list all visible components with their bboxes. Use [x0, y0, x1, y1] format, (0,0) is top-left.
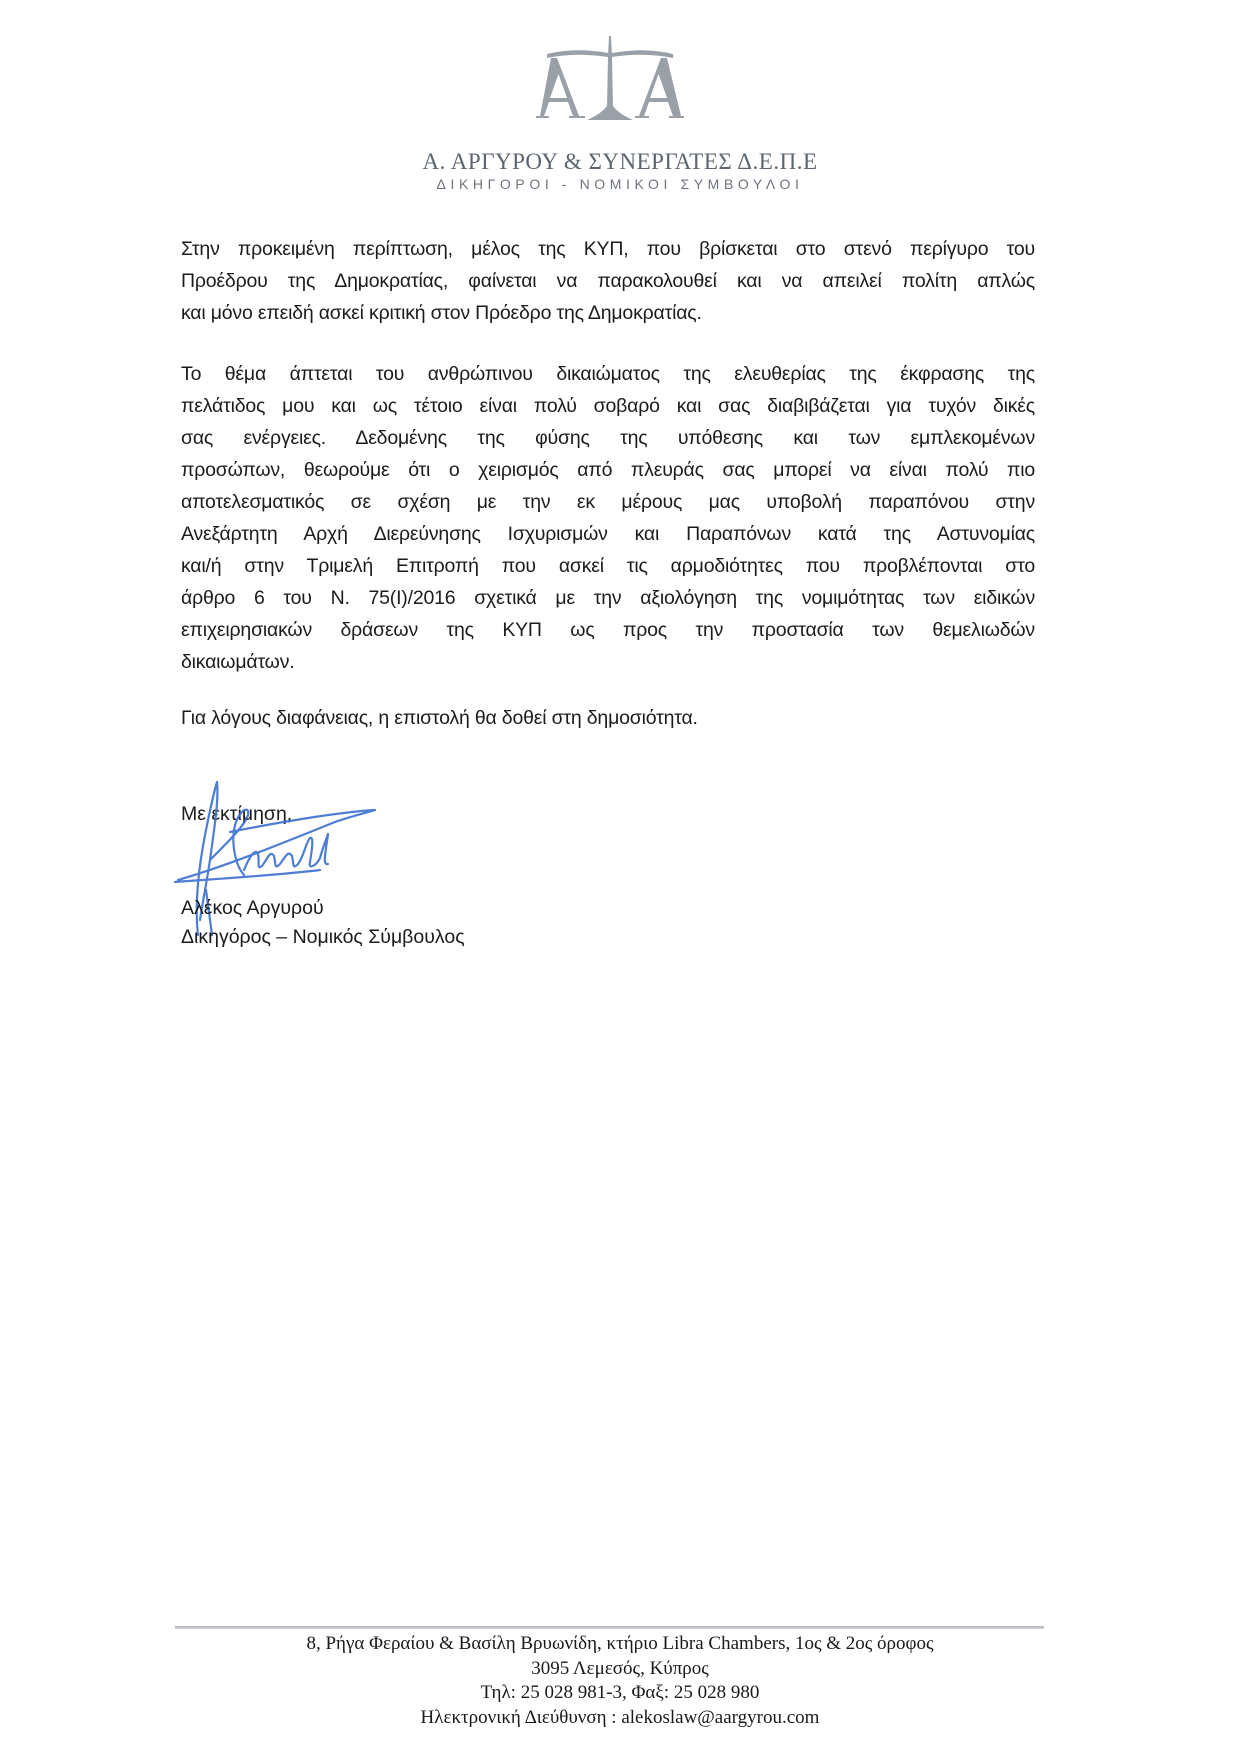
firm-subtitle: ΔΙΚΗΓΟΡΟΙ - ΝΟΜΙΚΟΙ ΣΥΜΒΟΥΛΟΙ — [436, 176, 804, 192]
paragraph-2 — [181, 358, 1035, 678]
paragraph-line: δικαιωμάτων. — [181, 651, 295, 673]
signer-title: Δικηγόρος – Νομικός Σύμβουλος — [181, 926, 465, 948]
paragraph-line: πελάτιδος μου και ως τέτοιο είναι πολύ σοβαρό και σας διαβιβάζεται για τυχόν δικές — [181, 395, 1035, 417]
scales-of-justice-logo-icon — [535, 36, 685, 122]
paragraph-line: Ανεξάρτητη Αρχή Διερεύνησης Ισχυρισμών και Παραπόνων κατά της Αστυνομίας — [181, 523, 1035, 545]
paragraph-line: αποτελεσματικός σε σχέση με την εκ μέρους μας υποβολή παραπόνου στην — [181, 491, 1035, 513]
paragraph-3 — [181, 702, 1035, 734]
closing-greeting: Με εκτίμηση, — [181, 803, 293, 825]
paragraph-line: επιχειρησιακών δράσεων της ΚΥΠ ως προς την προστασία των θεμελιωδών — [181, 619, 1035, 641]
paragraph-line: Για λόγους διαφάνειας, η επιστολή θα δοθεί στη δημοσιότητα. — [181, 707, 698, 729]
footer — [0, 1632, 1240, 1730]
paragraph-line: σας ενέργειες. Δεδομένης της φύσης της υπόθεσης και των εμπλεκομένων — [181, 427, 1035, 449]
paragraph-line: Το θέμα άπτεται του ανθρώπινου δικαιώματος της ελευθερίας της έκφρασης της — [181, 363, 1035, 385]
paragraph-line: και μόνο επειδή ασκεί κριτική στον Πρόεδρο της Δημοκρατίας. — [181, 302, 702, 324]
footer-city: 3095 Λεμεσός, Κύπρος — [531, 1657, 709, 1679]
paragraph-1 — [181, 233, 1035, 329]
footer-divider — [175, 1626, 1044, 1629]
firm-name: Α. ΑΡΓΥΡΟΥ & ΣΥΝΕΡΓΑΤΕΣ Δ.Ε.Π.Ε — [422, 149, 818, 174]
signer-name: Αλέκος Αργυρού — [181, 897, 324, 919]
paragraph-line: Στην προκειμένη περίπτωση, μέλος της ΚΥΠ, που βρίσκεται στο στενό περίγυρο του — [181, 238, 1035, 260]
paragraph-line: άρθρο 6 του Ν. 75(Ι)/2016 σχετικά με την αξιολόγηση της νομιμότητας των ειδικών — [181, 587, 1035, 609]
paragraph-line: προσώπων, θεωρούμε ότι ο χειρισμός από πλευράς σας μπορεί να είναι πολύ πιο — [181, 459, 1035, 481]
paragraph-line: Προέδρου της Δημοκρατίας, φαίνεται να παρακολουθεί και να απειλεί πολίτη απλώς — [181, 270, 1035, 292]
footer-address: 8, Ρήγα Φεραίου & Βασίλη Βρυωνίδη, κτήριο Libra Chambers, 1ος & 2ος όροφος — [306, 1633, 934, 1654]
footer-phone: Τηλ: 25 028 981-3, Φαξ: 25 028 980 — [480, 1682, 760, 1703]
footer-email: Ηλεκτρονική Διεύθυνση : alekoslaw@aargyrou.com — [420, 1706, 820, 1728]
paragraph-line: και/ή στην Τριμελή Επιτροπή που ασκεί τις αρμοδιότητες που προβλέπονται στο — [181, 555, 1035, 577]
